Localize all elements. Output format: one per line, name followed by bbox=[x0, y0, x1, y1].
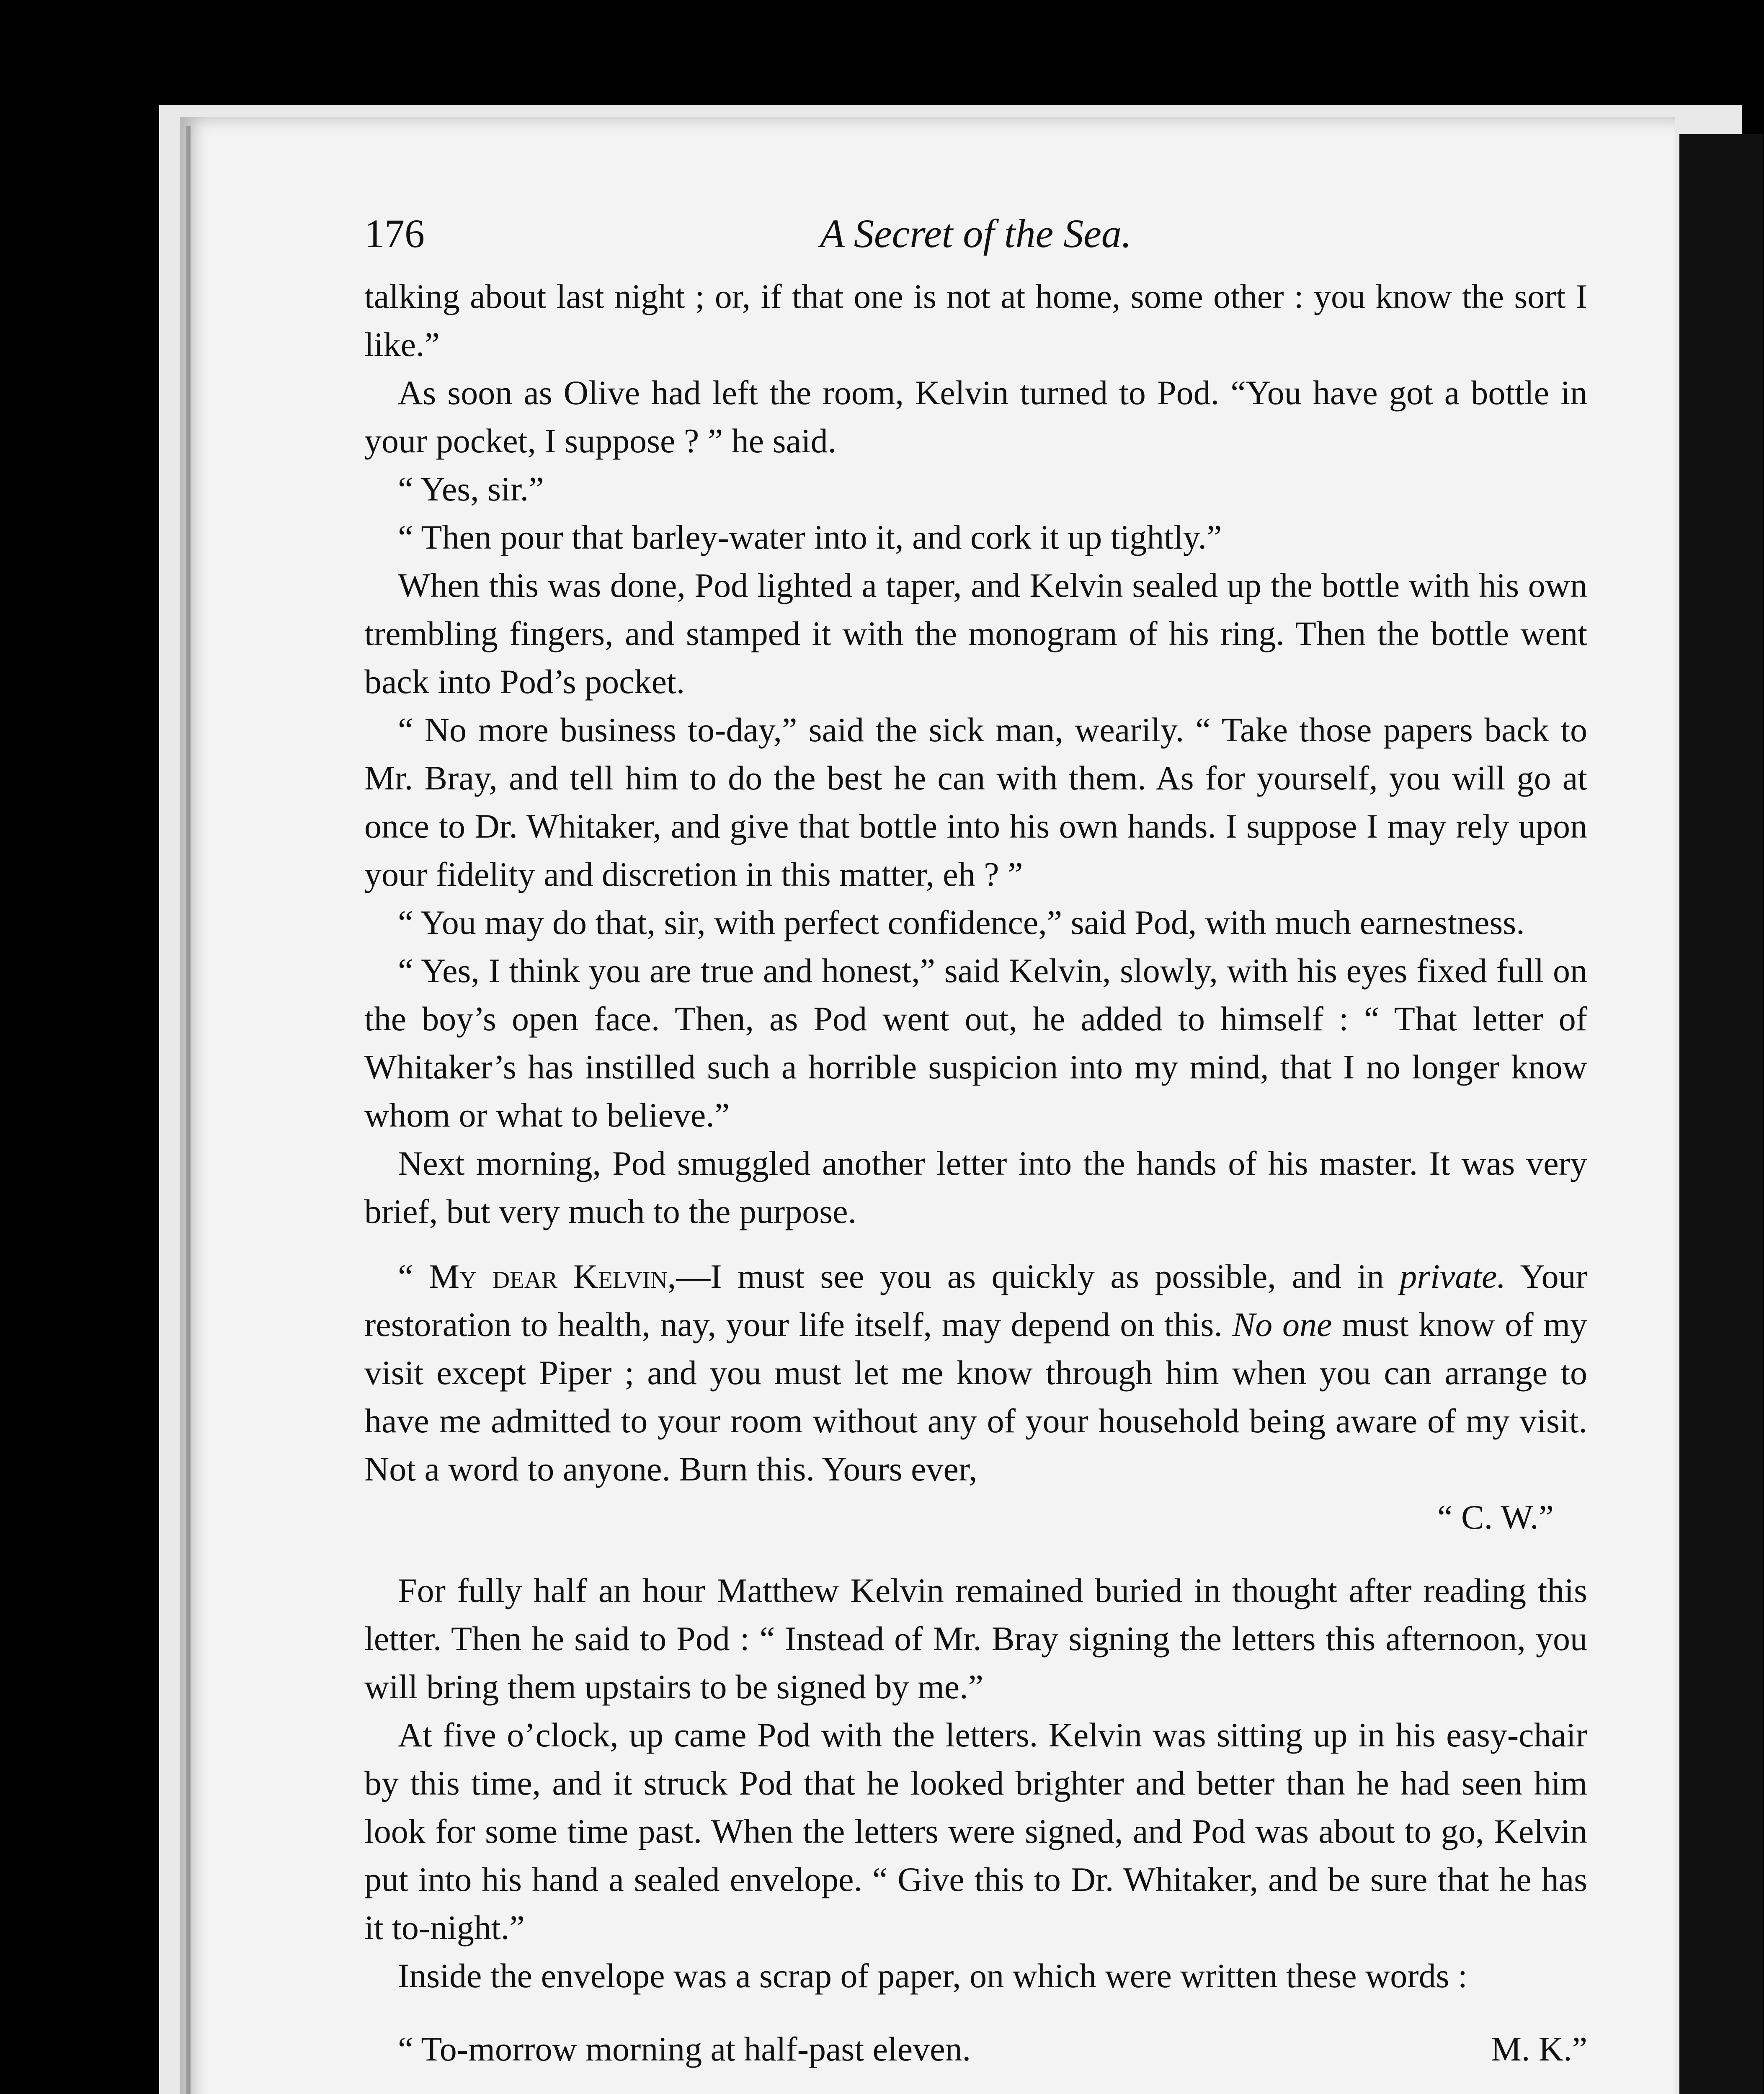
paragraph: “ No more business to-day,” said the sick man, wearily. “ Take those papers back to Mr. Bray, and tell him to do the best he can with them. As for yourself, you will go at once to Dr. Whitaker, and give that bottle into his own hands. I suppose I may rely upon your fidelity and discretion in this matter, eh ? ” bbox=[364, 711, 1587, 893]
paragraph: “ You may do that, sir, with perfect confidence,” said Pod, with much earnestness. bbox=[398, 903, 1525, 941]
paragraph: Inside the envelope was a scrap of paper, on which were written these words : bbox=[398, 1957, 1467, 1995]
letter-emphasis: No one bbox=[1232, 1305, 1332, 1344]
letter-text: must know of my visit except Piper ; and you must let me know through him when you can arrange to have me admitted to your room without any of your household being aware of my visit. Not a word to anyone. Burn this. Yours ever, bbox=[364, 1305, 1587, 1488]
note-initials: M. K.” bbox=[1491, 2030, 1587, 2068]
paragraph: At five o’clock, up came Pod with the letters. Kelvin was sitting up in his easy-chair by this time, and it struck Pod that he looked brighter and better than he had seen him look for some time past. When the letters were signed, and Pod was about to go, Kelvin put into his hand a sealed envelope. “ Give this to Dr. Whitaker, and be sure that he has it to-night.” bbox=[364, 1716, 1587, 1947]
letter-text: —I must see you as quickly as possible, and in bbox=[676, 1257, 1400, 1295]
note-text: “ To-morrow morning at half-past eleven. bbox=[398, 2030, 971, 2068]
page-text bbox=[364, 209, 1587, 2073]
letter-text: Your restoration to health, nay, your life itself, may depend on this. bbox=[364, 1257, 1587, 1344]
letter-emphasis: private. bbox=[1400, 1257, 1506, 1295]
paragraph: “ Then pour that barley-water into it, and cork it up tightly.” bbox=[398, 518, 1222, 556]
letter-salutation: “ My dear Kelvin, bbox=[398, 1257, 676, 1295]
note-line bbox=[364, 2025, 1587, 2073]
page-number: 176 bbox=[364, 211, 425, 256]
right-page-edge bbox=[1679, 134, 1763, 2094]
letter-signature: “ C. W.” bbox=[1437, 1498, 1554, 1536]
paragraph: “ Yes, I think you are true and honest,” said Kelvin, slowly, with his eyes fixed full on the boy’s open face. Then, as Pod went out, he added to himself : “ That letter of Whitaker’s has instilled such a horrible suspicion into my mind, that I no longer know whom or what to believe.” bbox=[364, 952, 1587, 1134]
paragraph: When this was done, Pod lighted a taper, and Kelvin sealed up the bottle with his own trembling fingers, and stamped it with the monogram of his ring. Then the bottle went back into Pod’s pocket. bbox=[364, 566, 1587, 701]
paragraph: As soon as Olive had left the room, Kelvin turned to Pod. “You have got a bottle in your pocket, I suppose ? ” he said. bbox=[364, 374, 1587, 460]
paragraph: Next morning, Pod smuggled another letter into the hands of his master. It was very brief, but very much to the purpose. bbox=[364, 1144, 1587, 1230]
paragraph: “ Yes, sir.” bbox=[398, 470, 544, 508]
letter-body bbox=[364, 1252, 1587, 1493]
quoted-letter bbox=[364, 1252, 1587, 1541]
page-gutter bbox=[186, 126, 191, 2094]
paragraph: talking about last night ; or, if that one is not at home, some other : you know the sort I like.” bbox=[364, 277, 1587, 364]
running-title: A Secret of the Sea. bbox=[820, 211, 1132, 256]
paragraph: For fully half an hour Matthew Kelvin remained buried in thought after reading this letter. Then he said to Pod : “ Instead of Mr. Bray signing the letters this afternoon, you will bring them upstairs to be signed by me.” bbox=[364, 1571, 1587, 1706]
running-head bbox=[364, 209, 1587, 264]
